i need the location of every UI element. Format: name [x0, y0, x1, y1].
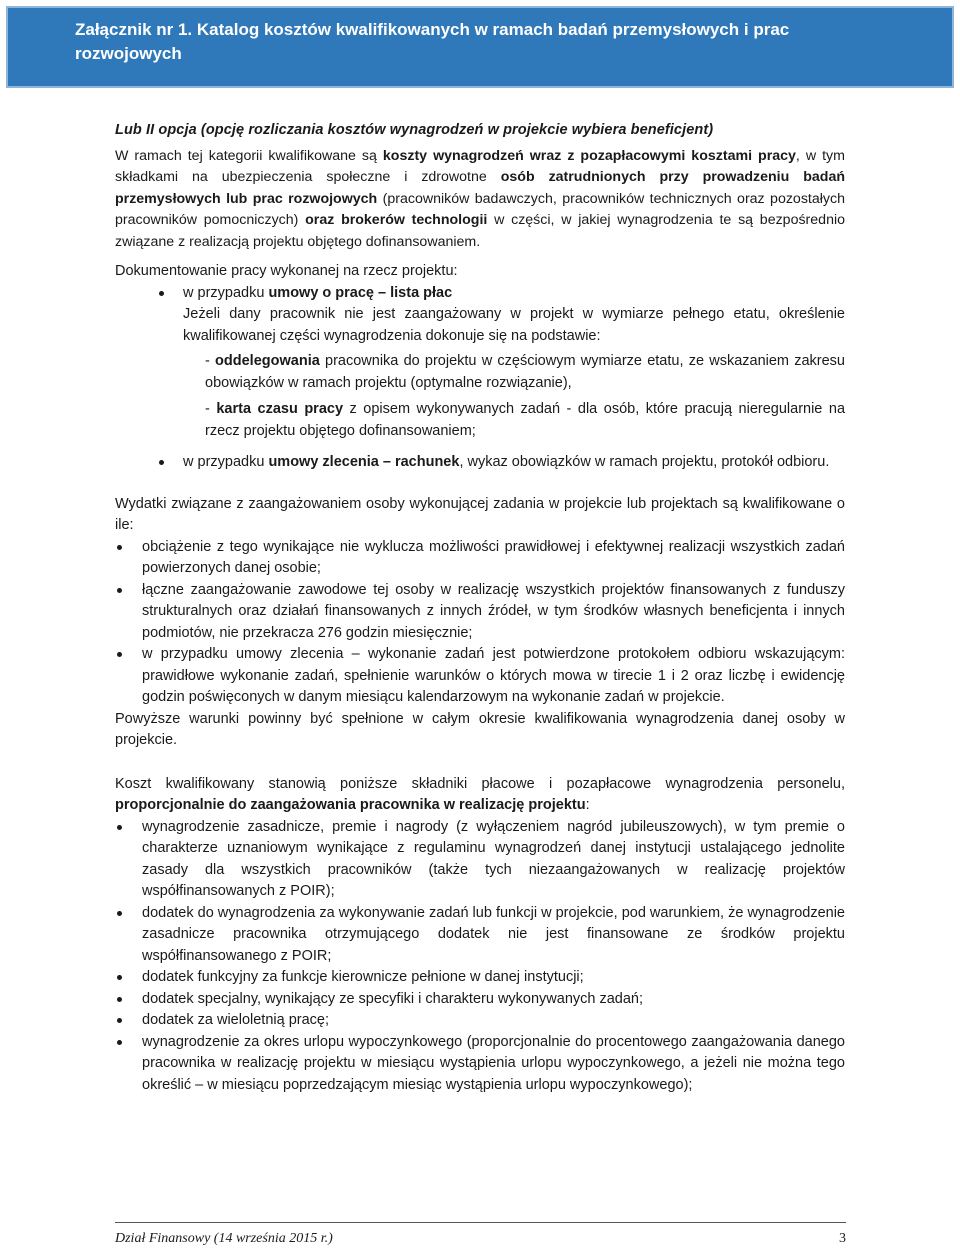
expense-item-text: łączne zaangażowanie zawodowe tej osoby w realizację wszystkich projektów finansowanych z funduszy strukturalnych oraz działań finansowanych z innych źródeł, w tym środków własnych beneficjenta i innych podmiotów, nie przekracza 276 godzin miesięcznie;: [142, 581, 845, 641]
page-title: Załącznik nr 1. Katalog kosztów kwalifikowanych w ramach badań przemysłowych i prac rozwojowych: [75, 20, 790, 63]
list-item: [115, 1010, 845, 1032]
cost-intro-colon: :: [585, 797, 590, 813]
page-number: 3: [839, 1231, 846, 1246]
list-item: [115, 1032, 845, 1097]
list-item: [115, 283, 845, 348]
bullet1-bold: umowy o pracę – lista płac: [268, 284, 453, 301]
bullet1-text: w przypadku: [183, 284, 269, 301]
footer-divider: [115, 1222, 846, 1223]
dash2-text: z opisem wykonywanych zadań - dla osób, które pracują nieregularnie na rzecz projektu objętego dofinansowaniem;: [205, 401, 846, 439]
bullet-icon: [159, 460, 164, 465]
cost-item-text: dodatek funkcyjny za funkcje kierownicze pełnione w danej instytucji;: [142, 969, 584, 985]
bullet2-bold: umowy zlecenia – rachunek: [268, 454, 460, 470]
cost-intro-text: Koszt kwalifikowany stanowią poniższe składniki płacowe i pozapłacowe wynagrodzenia personelu,: [115, 775, 845, 792]
bullet2-text: w przypadku: [183, 454, 269, 470]
bullet-icon: [117, 545, 122, 550]
cost-list: [115, 817, 845, 1097]
documentation-list-2: [115, 452, 845, 474]
intro-text-2: , w tym składkami na ubezpieczenia społeczne i zdrowotne: [115, 147, 845, 185]
cost-intro: [115, 774, 845, 817]
dash-marker: -: [205, 401, 217, 417]
cost-item-text: dodatek za wieloletnią pracę;: [142, 1012, 330, 1028]
dash-item-1: [115, 351, 845, 394]
bullet-icon: [117, 997, 122, 1002]
expenses-outro: Powyższe warunki powinny być spełnione w całym okresie kwalifikowania wynagrodzenia danej osoby w projekcie.: [115, 710, 845, 748]
intro-bold-1: koszty wynagrodzeń wraz z pozapłacowymi kosztami pracy: [382, 147, 796, 164]
bullet-icon: [117, 588, 122, 593]
list-item: [115, 580, 845, 645]
cost-intro-bold: proporcjonalnie do zaangażowania pracownika w realizację projektu: [115, 797, 586, 813]
cost-item-text: dodatek do wynagrodzenia za wykonywanie zadań lub funkcji w projekcie, pod warunkiem, że wynagrodzenie zasadnicze pracownika otrzymującego dodatek nie jest finansowane ze środków projektu współfinansowanego z POIR;: [142, 904, 845, 964]
documentation-heading: Dokumentowanie pracy wykonanej na rzecz projektu:: [115, 263, 458, 279]
cost-item-text: wynagrodzenie zasadnicze, premie i nagrody (z wyłączeniem nagród jubileuszowych), w tym premie o charakterze uznaniowym wynikające z regulaminu wynagrodzeń danej instytucji ustalającego jednolite zasady dla wszystkich pracowników (także tych niezaangażowanych w realizację projektów współfinansowanych z POIR);: [142, 818, 845, 899]
dash1-bold: oddelegowania: [215, 353, 320, 369]
expenses-intro: Wydatki związane z zaangażowaniem osoby wykonującej zadania w projekcie lub projektach są kwalifikowane o ile:: [115, 495, 845, 533]
bullet-icon: [117, 652, 122, 657]
intro-text-4: w części, w jakiej wynagrodzenia te są bezpośrednio związane z realizacją projektu objętego dofinansowaniem.: [115, 212, 845, 250]
dash2-bold: karta czasu pracy: [216, 401, 344, 417]
expenses-list: [115, 537, 845, 709]
cost-item-text: dodatek specjalny, wynikający ze specyfiki i charakteru wykonywanych zadań;: [142, 990, 644, 1007]
bullet-icon: [117, 911, 122, 916]
list-item: [115, 537, 845, 580]
list-item: [115, 817, 845, 903]
bullet-icon: [159, 291, 164, 296]
list-item: [115, 452, 845, 474]
bullet1-description: Jeżeli dany pracownik nie jest zaangażowany w projekt w wymiarze pełnego etatu, określenie kwalifikowanej części wynagrodzenia dokonuje się na podstawie:: [183, 306, 845, 344]
documentation-list: [115, 283, 845, 348]
dash-marker: -: [205, 353, 216, 369]
intro-paragraph: [115, 146, 845, 254]
bullet2-text-2: , wykaz obowiązków w ramach projektu, protokół odbioru.: [459, 454, 830, 470]
intro-text-3: (pracowników badawczych, pracowników technicznych oraz pozostałych pracowników pomocniczych): [115, 190, 845, 228]
list-item: [115, 967, 845, 989]
intro-bold-2: osób zatrudnionych przy prowadzeniu badań przemysłowych lub prac rozwojowych: [115, 169, 846, 207]
intro-text-1: W ramach tej kategorii kwalifikowane są: [115, 147, 383, 164]
cost-item-text: wynagrodzenie za okres urlopu wypoczynkowego (proporcjonalnie do procentowego zaangażowania danego pracownika w realizację projektu w miesiącu wystąpienia urlopu wypoczynkowego, a jeżeli nie można tego określić – w miesiącu poprzedzającym miesiąc wystąpienia urlopu wypoczynkowego);: [142, 1033, 845, 1093]
expense-item-text: w przypadku umowy zlecenia – wykonanie zadań jest potwierdzone protokołem odbioru wskazującym: prawidłowe wykonanie zadań, spełnienie warunków o których mowa w tirecie 1 i 2 oraz liczbę i ewidencję godzin poświęconych w danym miesiącu kalendarzowym na wykonanie zadań w projekcie.: [142, 646, 845, 705]
list-item: [115, 903, 845, 968]
dash-item-2: [115, 399, 845, 442]
dash1-text: pracownika do projektu w częściowym wymiarze etatu, ze wskazaniem zakresu obowiązków w ramach projektu (optymalne rozwiązanie),: [205, 353, 845, 391]
section-subtitle: Lub II opcja (opcję rozliczania kosztów wynagrodzeń w projekcie wybiera beneficjent): [115, 122, 714, 138]
list-item: [115, 989, 845, 1011]
bullet-icon: [117, 825, 122, 830]
document-body: [115, 120, 845, 1096]
intro-bold-3: oraz brokerów technologii: [305, 212, 488, 228]
bullet-icon: [117, 1018, 122, 1023]
list-item: [115, 644, 845, 709]
footer-department: Dział Finansowy (14 września 2015 r.): [115, 1231, 333, 1246]
bullet-icon: [117, 975, 122, 980]
expense-item-text: obciążenie z tego wynikające nie wyklucza możliwości prawidłowej i efektywnej realizacji wszystkich zadań powierzonych danej osobie;: [142, 538, 845, 576]
bullet-icon: [117, 1040, 122, 1045]
